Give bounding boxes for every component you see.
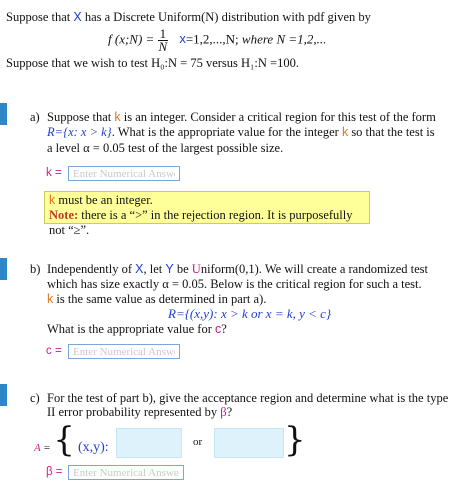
intro-line-3: Suppose that we wish to test H₀:N = 75 versus H₁:N =100. [6, 56, 299, 70]
acceptance-region-input-1[interactable] [116, 428, 182, 458]
part-b-label: b) [30, 262, 41, 276]
pdf-denominator: N [158, 39, 168, 54]
text: be [173, 262, 192, 276]
text: there is a “>” in the rejection region. It is purposefully not “≥”. [49, 208, 353, 237]
pdf-formula [108, 28, 326, 53]
set-equals: = [43, 442, 51, 454]
variable-x: X [73, 10, 82, 24]
part-c-label: c) [30, 391, 40, 405]
variable-k: k [114, 110, 121, 124]
part-a-label: a) [30, 110, 40, 124]
acceptance-region-input-2[interactable] [214, 428, 284, 458]
variable-k: k [47, 292, 54, 306]
part-b-line-3 [47, 292, 266, 307]
pdf-numerator: 1 [159, 26, 167, 41]
note-line-2 [49, 208, 365, 238]
text: . What is the appropriate value for the integer [111, 125, 342, 139]
intro-text: Suppose that [6, 10, 74, 24]
part-a-line-3: a level α = 0.05 test of the largest possible size. [47, 141, 284, 155]
text: Independently of [47, 262, 136, 276]
variable-c: c [215, 322, 222, 336]
set-close-brace: } [284, 420, 306, 460]
note-label: Note: [49, 208, 79, 222]
text: , let [143, 262, 166, 276]
part-a-marker [0, 103, 7, 125]
text: is the same value as determined in part a). [53, 292, 267, 306]
pdf-x: x [179, 31, 186, 47]
variable-y: Y [165, 262, 174, 276]
answer-k-label: k = [46, 167, 62, 179]
part-b-line-1 [47, 262, 428, 277]
part-b-marker [0, 258, 7, 280]
or-word: or [193, 436, 203, 448]
critical-region-a: R={x: x > k} [47, 125, 112, 139]
variable-beta: β [220, 405, 227, 419]
answer-beta-input[interactable] [68, 465, 184, 480]
critical-region-b: R={(x,y): x > k or x = k, y < c} [168, 306, 332, 321]
answer-k-input[interactable] [68, 166, 180, 181]
part-c-line-1: For the test of part b), give the acceptance region and determine what is the type [47, 391, 449, 405]
text: ? [221, 322, 227, 336]
pdf-where: where N =1,2,... [241, 31, 327, 47]
set-pair-xy: (x,y): [77, 440, 109, 455]
pdf-domain: =1,2,...,N; [185, 31, 239, 47]
pdf-fraction [158, 28, 169, 53]
text: so that the test is [348, 125, 435, 139]
text: niform(0,1). We will create a randomized test [200, 262, 428, 276]
answer-beta-label: β = [46, 466, 63, 478]
answer-c-label: c = [46, 345, 62, 357]
variable-x: X [135, 262, 144, 276]
note-line-1 [49, 193, 365, 208]
set-a-label: A [34, 442, 41, 454]
part-c-marker [0, 384, 7, 406]
note-box [44, 191, 370, 237]
part-c-line-2 [47, 405, 232, 420]
text: What is the appropriate value for [47, 322, 215, 336]
pdf-lhs: f (x;N) = [108, 31, 155, 47]
text: II error probability represented by [47, 405, 221, 419]
variable-k: k [341, 125, 349, 139]
text: must be an integer. [55, 193, 153, 207]
acceptance-region-set [34, 420, 109, 460]
intro-text: has a Discrete Uniform(N) distribution with pdf given by [81, 10, 371, 24]
part-b-line-2: which has size exactly α = 0.05. Below is the critical region for such a test. [47, 277, 422, 291]
text: ? [226, 405, 233, 419]
part-a-line-2 [47, 125, 435, 140]
set-open-brace: { [53, 420, 75, 460]
answer-c-input[interactable] [68, 344, 180, 359]
intro-line-1 [6, 10, 371, 25]
uniform-u: U [191, 262, 201, 276]
part-a-line-1 [47, 110, 436, 125]
variable-k: k [49, 193, 56, 207]
part-b-question [47, 322, 227, 337]
text: Suppose that [47, 110, 115, 124]
text: is an integer. Consider a critical region for this test of the form [120, 110, 436, 124]
